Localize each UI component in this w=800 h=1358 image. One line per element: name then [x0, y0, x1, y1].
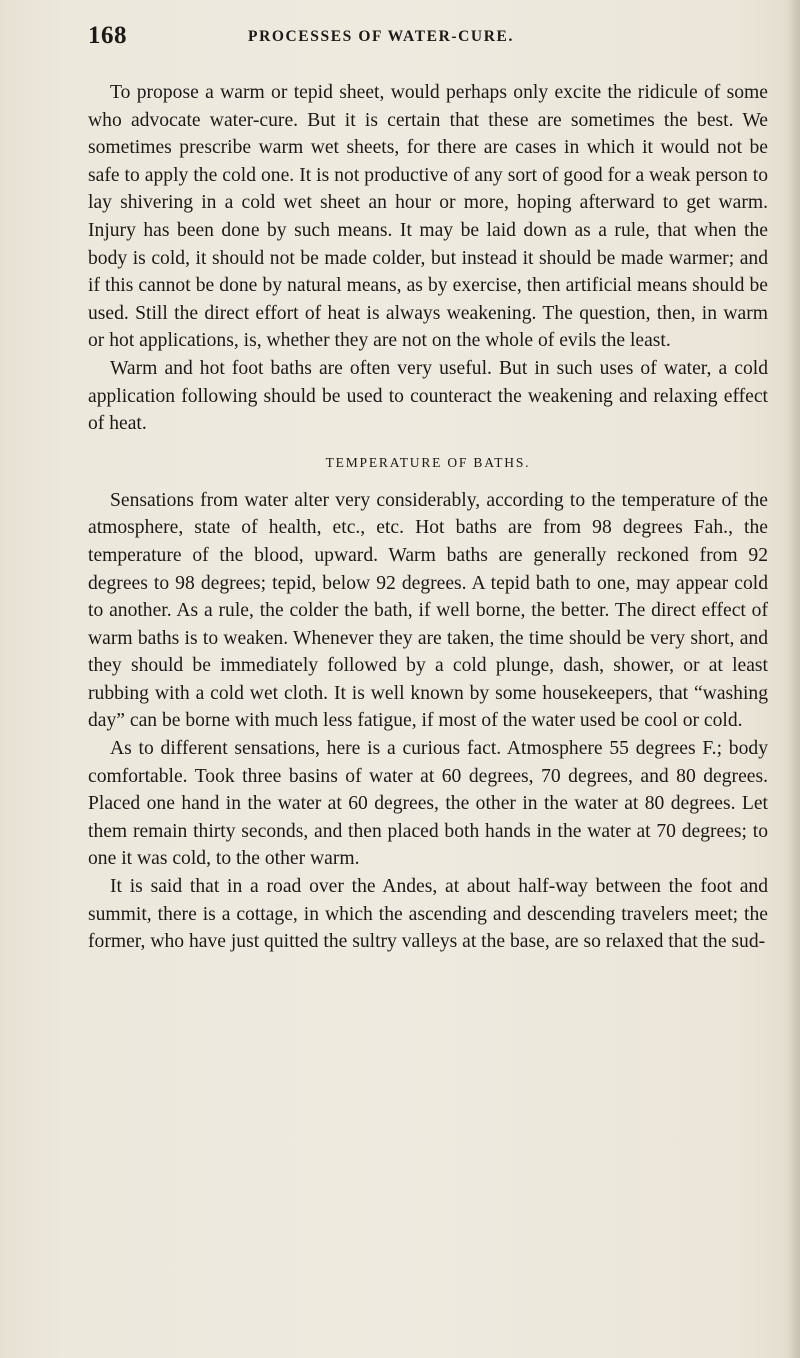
body-text	[88, 79, 768, 956]
paragraph: Warm and hot foot baths are often very useful. But in such uses of water, a cold application following should be used to counteract the weakening and relaxing effect of heat.	[88, 357, 768, 435]
paragraph: To propose a warm or tepid sheet, would perhaps only excite the ridicule of some who advocate water-cure. But it is certain that these are sometimes the best. We sometimes prescribe warm wet sheets, for there are cases in which it would not be safe to apply the cold one. It is not productive of any sort of good for a weak person to lay shivering in a cold wet sheet an hour or more, hoping afterward to get warm. Injury has been done by such means. It may be laid down as a rule, that when the body is cold, it should not be made colder, but instead it should be made warmer; and if this cannot be done by natural means, as by exercise, then artificial means should be used. Still the direct effort of heat is always weakening. The question, then, in warm or hot applications, is, whether they are not on the whole of evils the least.	[88, 82, 768, 352]
paragraph: As to different sensations, here is a curious fact. Atmosphere 55 degrees F.; body comfortable. Took three basins of water at 60 degrees, 70 degrees, and 80 degrees. Placed one hand in the water at 60 degrees, the other in the water at 80 degrees. Let them remain thirty seconds, and then placed both hands in the water at 70 degrees; to one it was cold, to the other warm.	[88, 738, 768, 870]
section-heading: TEMPERATURE OF BATHS.	[325, 454, 531, 470]
page-header	[88, 22, 768, 52]
paragraph: It is said that in a road over the Andes, at about half-way between the foot and summit, there is a cottage, in which the ascending and descending travelers meet; the former, who have just quitted the sultry valleys at the base, are so relaxed that the sud-	[88, 876, 768, 953]
paragraph: Sensations from water alter very considerably, according to the temperature of the atmosphere, state of health, etc., etc. Hot baths are from 98 degrees Fah., the temperature of the blood, upward. Warm baths are generally reckoned from 92 degrees to 98 degrees; tepid, below 92 degrees. A tepid bath to one, may appear cold to another. As a rule, the colder the bath, if well borne, the better. The direct effect of warm baths is to weaken. Whenever they are taken, the time should be very short, and they should be immediately followed by a cold plunge, dash, shower, or at least rubbing with a cold wet cloth. It is well known by some housekeepers, that “washing day” can be borne with much less fatigue, if most of the water used be cool or cold.	[88, 489, 768, 732]
page-edge-shadow	[786, 0, 800, 1358]
running-head: PROCESSES OF WATER-CURE.	[248, 28, 514, 45]
page-number: 168	[88, 22, 127, 49]
